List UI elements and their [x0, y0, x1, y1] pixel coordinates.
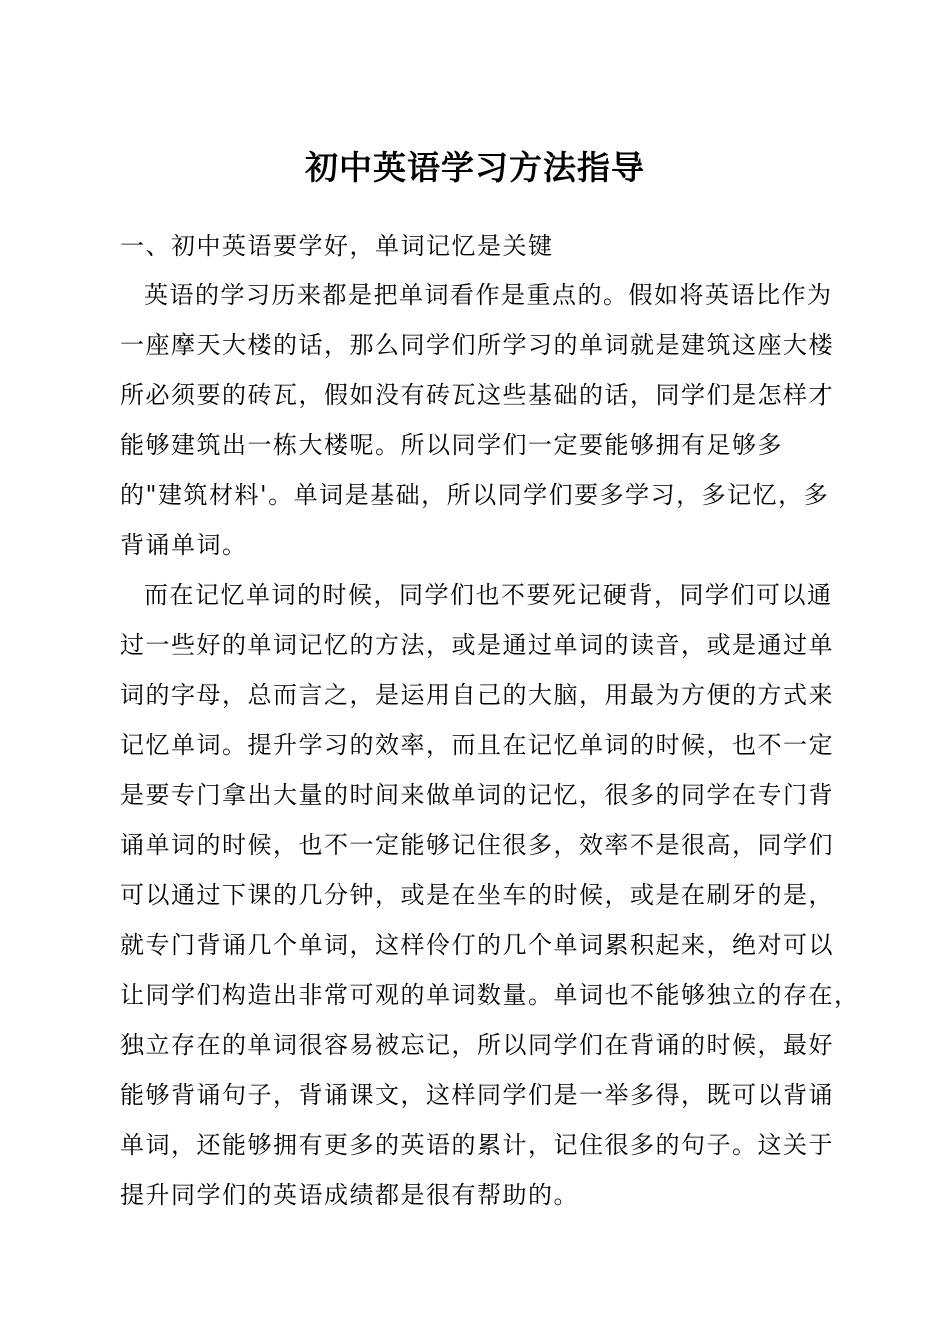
- paragraph-line: 让同学们构造出非常可观的单词数量。单词也不能够独立的存在，: [120, 981, 860, 1009]
- paragraph-line: 所必须要的砖瓦，假如没有砖瓦这些基础的话，同学们是怎样才: [120, 381, 834, 409]
- paragraph-line: 过一些好的单词记忆的方法，或是通过单词的读音，或是通过单: [120, 631, 834, 659]
- paragraph-line: 一座摩天大楼的话，那么同学们所学习的单词就是建筑这座大楼: [120, 331, 834, 359]
- paragraph-line: 英语的学习历来都是把单词看作是重点的。假如将英语比作为: [144, 281, 833, 309]
- paragraph-line: 单词，还能够拥有更多的英语的累计，记住很多的句子。这关于: [120, 1131, 834, 1159]
- paragraph-line: 就专门背诵几个单词，这样伶仃的几个单词累积起来，绝对可以: [120, 931, 834, 959]
- paragraph-line: 独立存在的单词很容易被忘记，所以同学们在背诵的时候，最好: [120, 1031, 834, 1059]
- paragraph-line: 而在记忆单词的时候，同学们也不要死记硬背，同学们可以通: [144, 581, 833, 609]
- paragraph-line: 背诵单词。: [120, 531, 248, 559]
- paragraph-line: 是要专门拿出大量的时间来做单词的记忆，很多的同学在专门背: [120, 781, 834, 809]
- paragraph-line: 能够建筑出一栋大楼呢。所以同学们一定要能够拥有足够多: [120, 431, 783, 459]
- paragraph-line: 诵单词的时候，也不一定能够记住很多，效率不是很高，同学们: [120, 831, 834, 859]
- paragraph-line: 能够背诵句子，背诵课文，这样同学们是一举多得，既可以背诵: [120, 1081, 834, 1109]
- paragraph-line: 提升同学们的英语成绩都是很有帮助的。: [120, 1181, 579, 1209]
- paragraph-line: 记忆单词。提升学习的效率，而且在记忆单词的时候，也不一定: [120, 731, 834, 759]
- paragraph-line: 的"建筑材料'。单词是基础，所以同学们要多学习，多记忆，多: [120, 481, 830, 509]
- section-heading: 一、初中英语要学好，单词记忆是关键: [120, 232, 554, 260]
- paragraph-line: 词的字母，总而言之，是运用自己的大脑，用最为方便的方式来: [120, 681, 834, 709]
- paragraph-line: 可以通过下课的几分钟，或是在坐车的时候，或是在刷牙的是，: [120, 881, 834, 909]
- document-title: 初中英语学习方法指导: [305, 148, 645, 187]
